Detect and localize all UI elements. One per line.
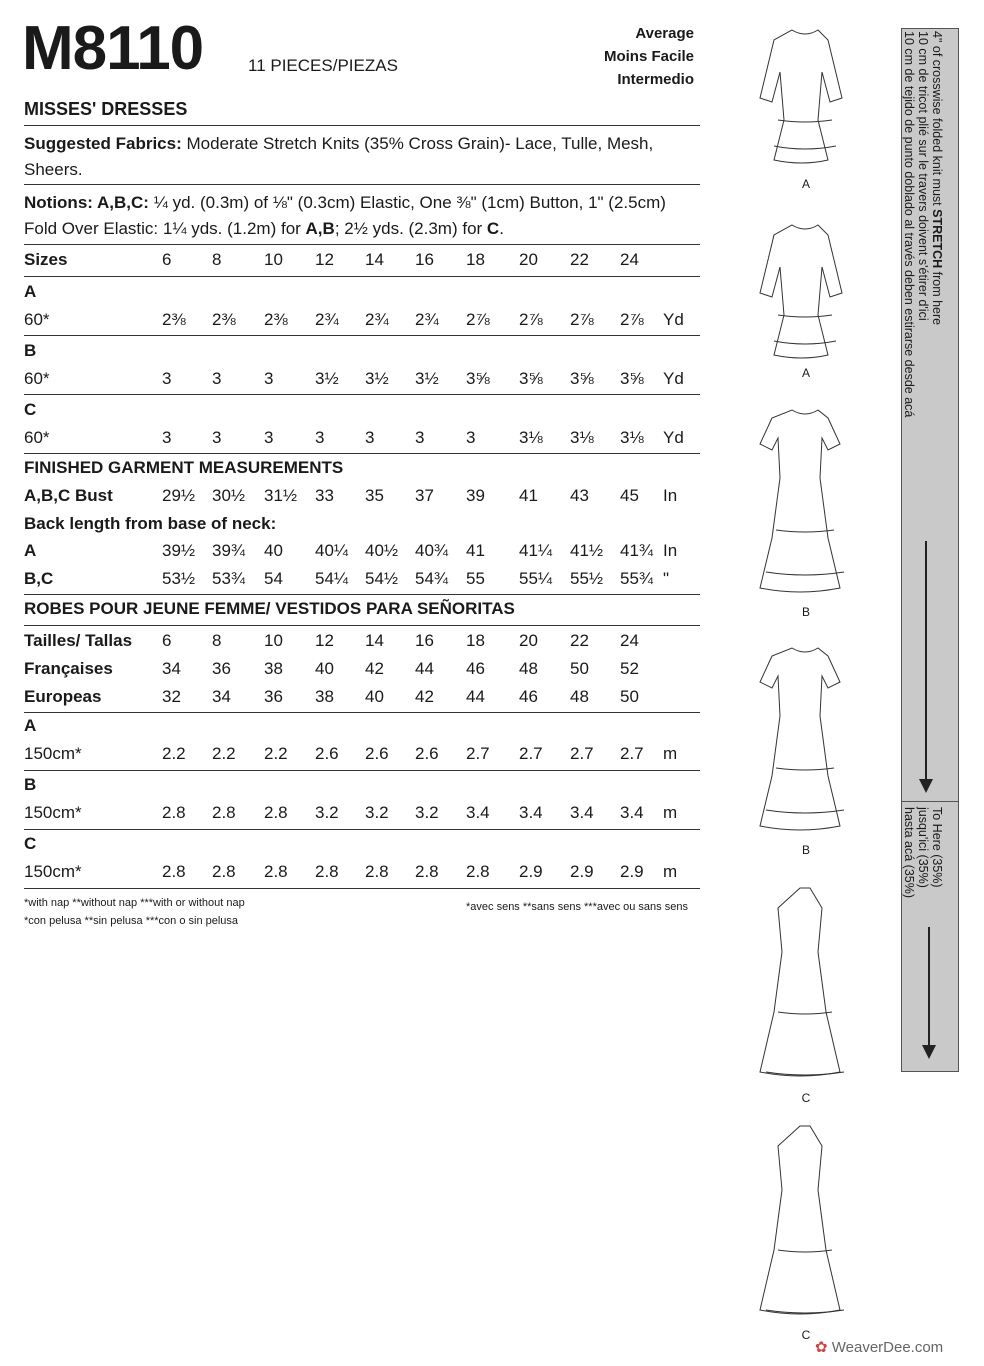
cell-value: 2⅞ bbox=[519, 310, 543, 329]
stretch-gauge bbox=[901, 28, 959, 1072]
cell-value: 2.8 bbox=[162, 803, 186, 822]
dress-illustrations bbox=[740, 20, 880, 1340]
cell-value: 3.2 bbox=[415, 803, 439, 822]
cell-value: 3.4 bbox=[570, 803, 594, 822]
cell-value: 2⅞ bbox=[466, 310, 490, 329]
cell-value: 10 bbox=[264, 250, 283, 269]
cell-value: 2¾ bbox=[365, 310, 389, 329]
unit-label: In bbox=[663, 486, 678, 505]
cell-value: 2.9 bbox=[620, 862, 644, 881]
cell-value: 29½ bbox=[162, 486, 196, 505]
cell-value: 55¾ bbox=[620, 569, 654, 588]
gauge-arrow-down-icon bbox=[925, 541, 927, 781]
cell-value: 40 bbox=[264, 541, 283, 560]
cell-value: 40 bbox=[315, 659, 334, 678]
row-label: ROBES POUR JEUNE FEMME/ VESTIDOS PARA SEÑORITAS bbox=[24, 599, 515, 618]
cell-value: 44 bbox=[415, 659, 434, 678]
cell-value: 44 bbox=[466, 687, 485, 706]
watermark-logo bbox=[815, 1338, 943, 1356]
fabrics-label: Suggested Fabrics: bbox=[24, 134, 182, 153]
cell-value: 14 bbox=[365, 631, 384, 650]
cell-value: 53¾ bbox=[212, 569, 246, 588]
cell-value: 2.6 bbox=[365, 744, 389, 763]
divider bbox=[24, 335, 700, 336]
notions-view-c: C bbox=[486, 219, 500, 238]
gauge-line2: 10 cm de tricot plié sur le travers doivent s'étirer d'ici bbox=[916, 31, 930, 321]
cell-value: 12 bbox=[315, 631, 334, 650]
gauge-to-line1: To Here (35%) bbox=[930, 807, 944, 888]
gauge-stretch-word: STRETCH bbox=[930, 209, 944, 269]
unit-label: m bbox=[663, 744, 678, 763]
cell-value: 6 bbox=[162, 631, 172, 650]
cell-value: 20 bbox=[519, 631, 538, 650]
sizes-row bbox=[24, 250, 700, 274]
cell-value: 2.8 bbox=[264, 862, 288, 881]
gauge-line1-end: from here bbox=[930, 268, 944, 326]
cell-value: 3.4 bbox=[466, 803, 490, 822]
cell-value: 3⅛ bbox=[570, 428, 594, 447]
cell-value: 55 bbox=[466, 569, 485, 588]
footnote-en: *with nap **without nap ***with or without nap bbox=[24, 897, 245, 909]
unit-label: m bbox=[663, 862, 678, 881]
gauge-to-line3: hasta acá (35%) bbox=[902, 807, 916, 899]
cell-value: 30½ bbox=[212, 486, 246, 505]
notions-text: ¼ yd. (0.3m) of ⅛" (0.3cm) Elastic, One ⅜" (1cm) Button, 1" (2.5cm) bbox=[153, 193, 666, 212]
cell-value: 41 bbox=[519, 486, 538, 505]
cell-value: 40 bbox=[365, 687, 384, 706]
fabrics-text: Moderate Stretch Knits (35% Cross Grain)- Lace, Tulle, Mesh, bbox=[186, 134, 654, 153]
cell-value: 2.9 bbox=[519, 862, 543, 881]
cell-value: 6 bbox=[162, 250, 172, 269]
unit-label: Yd bbox=[663, 428, 684, 447]
cell-value: 54 bbox=[264, 569, 283, 588]
cell-value: 2.8 bbox=[315, 862, 339, 881]
dress-c-front-icon bbox=[760, 888, 844, 1076]
pattern-number: M8110 bbox=[22, 14, 204, 83]
view-row bbox=[24, 716, 700, 740]
cell-value: 3 bbox=[264, 428, 274, 447]
cell-value: 2⅞ bbox=[570, 310, 594, 329]
cell-value: 41½ bbox=[570, 541, 604, 560]
row-label: B bbox=[24, 341, 37, 360]
cell-value: 2⅞ bbox=[620, 310, 644, 329]
cell-value: 2.8 bbox=[162, 862, 186, 881]
cell-value: 35 bbox=[365, 486, 384, 505]
cell-value: 2¾ bbox=[315, 310, 339, 329]
suggested-fabrics bbox=[24, 131, 700, 183]
gauge-line3: 10 cm de tejido de punto doblado al través deben estirarse desde acá bbox=[902, 31, 916, 418]
cell-value: 42 bbox=[365, 659, 384, 678]
unit-label: m bbox=[663, 803, 678, 822]
divider bbox=[24, 453, 700, 454]
section-title: MISSES' DRESSES bbox=[24, 99, 188, 119]
yardage-row bbox=[24, 803, 700, 827]
cell-value: 38 bbox=[264, 659, 283, 678]
cell-value: 2.8 bbox=[466, 862, 490, 881]
cell-value: 2.8 bbox=[415, 862, 439, 881]
dress-label: A bbox=[801, 177, 810, 191]
metric-title bbox=[24, 599, 700, 623]
metric-size-row bbox=[24, 631, 700, 655]
row-label: A bbox=[24, 541, 37, 560]
notions-text-cont: Fold Over Elastic: 1¼ yds. (1.2m) for bbox=[24, 219, 306, 238]
cell-value: 3⅛ bbox=[620, 428, 644, 447]
divider bbox=[24, 712, 700, 713]
gauge-line1: 4" of crosswise folded knit must bbox=[930, 31, 944, 210]
cell-value: 2.7 bbox=[620, 744, 644, 763]
unit-label: Yd bbox=[663, 310, 684, 329]
row-label: B,C bbox=[24, 569, 54, 588]
cell-value: 3 bbox=[264, 369, 274, 388]
cell-value: 2.8 bbox=[264, 803, 288, 822]
cell-value: 54½ bbox=[365, 569, 399, 588]
cell-value: 36 bbox=[212, 659, 231, 678]
cell-value: 42 bbox=[415, 687, 434, 706]
gauge-to-line2: jusqu'ici (35%) bbox=[916, 807, 930, 888]
cell-value: 24 bbox=[620, 250, 639, 269]
cell-value: 40¼ bbox=[315, 541, 349, 560]
cell-value: 54¾ bbox=[415, 569, 449, 588]
metric-size-row bbox=[24, 687, 700, 711]
row-label: C bbox=[24, 834, 37, 853]
cell-value: 31½ bbox=[264, 486, 298, 505]
row-label: Tailles/ Tallas bbox=[24, 631, 133, 650]
cell-value: 3⅝ bbox=[570, 369, 594, 388]
cell-value: 3.2 bbox=[315, 803, 339, 822]
notions-text-cont2: ; 2½ yds. (2.3m) for bbox=[334, 219, 487, 238]
gauge-to-text bbox=[902, 807, 944, 937]
row-label: 150cm* bbox=[24, 862, 82, 881]
cell-value: 2.9 bbox=[570, 862, 594, 881]
divider bbox=[24, 244, 700, 245]
watermark-text: WeaverDee.com bbox=[831, 1339, 944, 1356]
notions-label: Notions: A,B,C: bbox=[24, 193, 149, 212]
dress-c-back-icon bbox=[760, 1126, 844, 1314]
dress-label: B bbox=[801, 605, 810, 619]
cell-value: 18 bbox=[466, 631, 485, 650]
cell-value: 2.2 bbox=[264, 744, 288, 763]
cell-value: 2.8 bbox=[365, 862, 389, 881]
cell-value: 8 bbox=[212, 631, 222, 650]
cell-value: 3⅝ bbox=[620, 369, 644, 388]
cell-value: 10 bbox=[264, 631, 283, 650]
row-label: B bbox=[24, 775, 37, 794]
cell-value: 46 bbox=[466, 659, 485, 678]
cell-value: 50 bbox=[570, 659, 589, 678]
cell-value: 18 bbox=[466, 250, 485, 269]
footnote-es: *con pelusa **sin pelusa ***con o sin pelusa bbox=[24, 915, 239, 927]
cell-value: 22 bbox=[570, 631, 589, 650]
cell-value: 41¾ bbox=[620, 541, 654, 560]
divider bbox=[24, 594, 700, 595]
divider bbox=[24, 276, 700, 277]
gauge-arrowhead-icon bbox=[919, 779, 933, 793]
row-label: A bbox=[24, 282, 37, 301]
cell-value: 8 bbox=[212, 250, 222, 269]
cell-value: 3 bbox=[212, 428, 222, 447]
cell-value: 3 bbox=[212, 369, 222, 388]
divider bbox=[24, 394, 700, 395]
cell-value: 2.6 bbox=[415, 744, 439, 763]
cell-value: 48 bbox=[570, 687, 589, 706]
cell-value: 50 bbox=[620, 687, 639, 706]
row-label: 60* bbox=[24, 369, 50, 388]
cell-value: 43 bbox=[570, 486, 589, 505]
bust-row bbox=[24, 486, 700, 510]
cell-value: 41¼ bbox=[519, 541, 553, 560]
divider bbox=[24, 829, 700, 830]
row-label: A bbox=[24, 716, 37, 735]
cell-value: 2⅜ bbox=[162, 310, 186, 329]
cell-value: 14 bbox=[365, 250, 384, 269]
gauge-from-text bbox=[902, 31, 944, 551]
cell-value: 2⅜ bbox=[264, 310, 288, 329]
cell-value: 3 bbox=[162, 428, 172, 447]
cell-value: 40¾ bbox=[415, 541, 449, 560]
view-row bbox=[24, 341, 700, 365]
dress-b-front-icon bbox=[760, 410, 844, 592]
cell-value: 3 bbox=[415, 428, 425, 447]
spool-icon: ✿ bbox=[815, 1339, 828, 1356]
yardage-row bbox=[24, 428, 700, 452]
cell-value: 32 bbox=[162, 687, 181, 706]
cell-value: 54¼ bbox=[315, 569, 349, 588]
cell-value: 24 bbox=[620, 631, 639, 650]
yardage-row bbox=[24, 862, 700, 886]
cell-value: 2.6 bbox=[315, 744, 339, 763]
dress-label: B bbox=[801, 843, 810, 857]
cell-value: 3½ bbox=[415, 369, 439, 388]
cell-value: 34 bbox=[212, 687, 231, 706]
yardage-row bbox=[24, 310, 700, 334]
cell-value: 33 bbox=[315, 486, 334, 505]
cell-value: 2.7 bbox=[519, 744, 543, 763]
difficulty-fr: Moins Facile bbox=[603, 48, 694, 65]
cell-value: 3.4 bbox=[519, 803, 543, 822]
difficulty-level bbox=[560, 22, 694, 91]
yardage-row bbox=[24, 744, 700, 768]
cell-value: 45 bbox=[620, 486, 639, 505]
row-label: Europeas bbox=[24, 687, 102, 706]
cell-value: 53½ bbox=[162, 569, 196, 588]
cell-value: 2.2 bbox=[212, 744, 236, 763]
row-label: C bbox=[24, 400, 37, 419]
pieces-count: 11 PIECES/PIEZAS bbox=[248, 56, 398, 75]
dress-b-back-icon bbox=[760, 648, 844, 830]
divider bbox=[24, 888, 700, 889]
cell-value: 3⅝ bbox=[466, 369, 490, 388]
yardage-row bbox=[24, 369, 700, 393]
difficulty-es: Intermedio bbox=[617, 71, 694, 88]
cell-value: 2.8 bbox=[212, 862, 236, 881]
cell-value: 34 bbox=[162, 659, 181, 678]
row-label: Back length from base of neck: bbox=[24, 514, 277, 533]
view-row bbox=[24, 400, 700, 424]
gauge-arrow-down-icon bbox=[928, 927, 930, 1047]
divider bbox=[24, 125, 700, 126]
row-label: FINISHED GARMENT MEASUREMENTS bbox=[24, 458, 344, 477]
back-length-row bbox=[24, 541, 700, 565]
cell-value: 3.2 bbox=[365, 803, 389, 822]
row-label: 60* bbox=[24, 428, 50, 447]
cell-value: 3½ bbox=[315, 369, 339, 388]
dress-a-front-icon bbox=[760, 30, 842, 163]
cell-value: 16 bbox=[415, 250, 434, 269]
cell-value: 36 bbox=[264, 687, 283, 706]
view-row bbox=[24, 775, 700, 799]
cell-value: 3 bbox=[162, 369, 172, 388]
view-row bbox=[24, 834, 700, 858]
footnote-fr: *avec sens **sans sens ***avec ou sans sens bbox=[466, 901, 688, 913]
cell-value: 41 bbox=[466, 541, 485, 560]
cell-value: 37 bbox=[415, 486, 434, 505]
dress-a-back-icon bbox=[760, 225, 842, 358]
unit-label: In bbox=[663, 541, 678, 560]
dress-label: C bbox=[801, 1328, 811, 1342]
cell-value: 3⅝ bbox=[519, 369, 543, 388]
cell-value: 40½ bbox=[365, 541, 399, 560]
fabrics-text-cont: Sheers. bbox=[24, 160, 83, 179]
cell-value: 20 bbox=[519, 250, 538, 269]
cell-value: 2⅜ bbox=[212, 310, 236, 329]
cell-value: 2.7 bbox=[570, 744, 594, 763]
gauge-arrowhead-icon bbox=[922, 1045, 936, 1059]
unit-label: " bbox=[663, 569, 670, 588]
view-row bbox=[24, 282, 700, 306]
cell-value: 55½ bbox=[570, 569, 604, 588]
row-label: 150cm* bbox=[24, 803, 82, 822]
cell-value: 2.2 bbox=[162, 744, 186, 763]
cell-value: 3½ bbox=[365, 369, 389, 388]
divider bbox=[24, 770, 700, 771]
divider bbox=[24, 625, 700, 626]
gauge-divider bbox=[902, 801, 958, 802]
cell-value: 2.8 bbox=[212, 803, 236, 822]
row-label: Françaises bbox=[24, 659, 113, 678]
cell-value: 2¾ bbox=[415, 310, 439, 329]
notions-period: . bbox=[499, 219, 504, 238]
cell-value: 3.4 bbox=[620, 803, 644, 822]
back-length-row bbox=[24, 569, 700, 593]
cell-value: 55¼ bbox=[519, 569, 553, 588]
cell-value: 12 bbox=[315, 250, 334, 269]
cell-value: 46 bbox=[519, 687, 538, 706]
cell-value: 3 bbox=[365, 428, 375, 447]
cell-value: 16 bbox=[415, 631, 434, 650]
back-length-title bbox=[24, 514, 700, 538]
dress-label: C bbox=[801, 1091, 811, 1105]
dress-label: A bbox=[801, 366, 810, 380]
row-label: A,B,C Bust bbox=[24, 486, 113, 505]
cell-value: 3 bbox=[315, 428, 325, 447]
unit-label: Yd bbox=[663, 369, 684, 388]
cell-value: 39½ bbox=[162, 541, 196, 560]
cell-value: 3⅛ bbox=[519, 428, 543, 447]
notions bbox=[24, 190, 700, 242]
cell-value: 48 bbox=[519, 659, 538, 678]
cell-value: 2.7 bbox=[466, 744, 490, 763]
row-label: 150cm* bbox=[24, 744, 82, 763]
cell-value: 39 bbox=[466, 486, 485, 505]
row-label: 60* bbox=[24, 310, 50, 329]
difficulty-en: Average bbox=[635, 25, 694, 42]
notions-view-ab: A,B bbox=[305, 219, 335, 238]
row-label: Sizes bbox=[24, 250, 68, 269]
cell-value: 3 bbox=[466, 428, 476, 447]
cell-value: 38 bbox=[315, 687, 334, 706]
metric-size-row bbox=[24, 659, 700, 683]
cell-value: 52 bbox=[620, 659, 639, 678]
cell-value: 22 bbox=[570, 250, 589, 269]
cell-value: 39¾ bbox=[212, 541, 246, 560]
finished-title bbox=[24, 458, 700, 482]
divider bbox=[24, 184, 700, 185]
